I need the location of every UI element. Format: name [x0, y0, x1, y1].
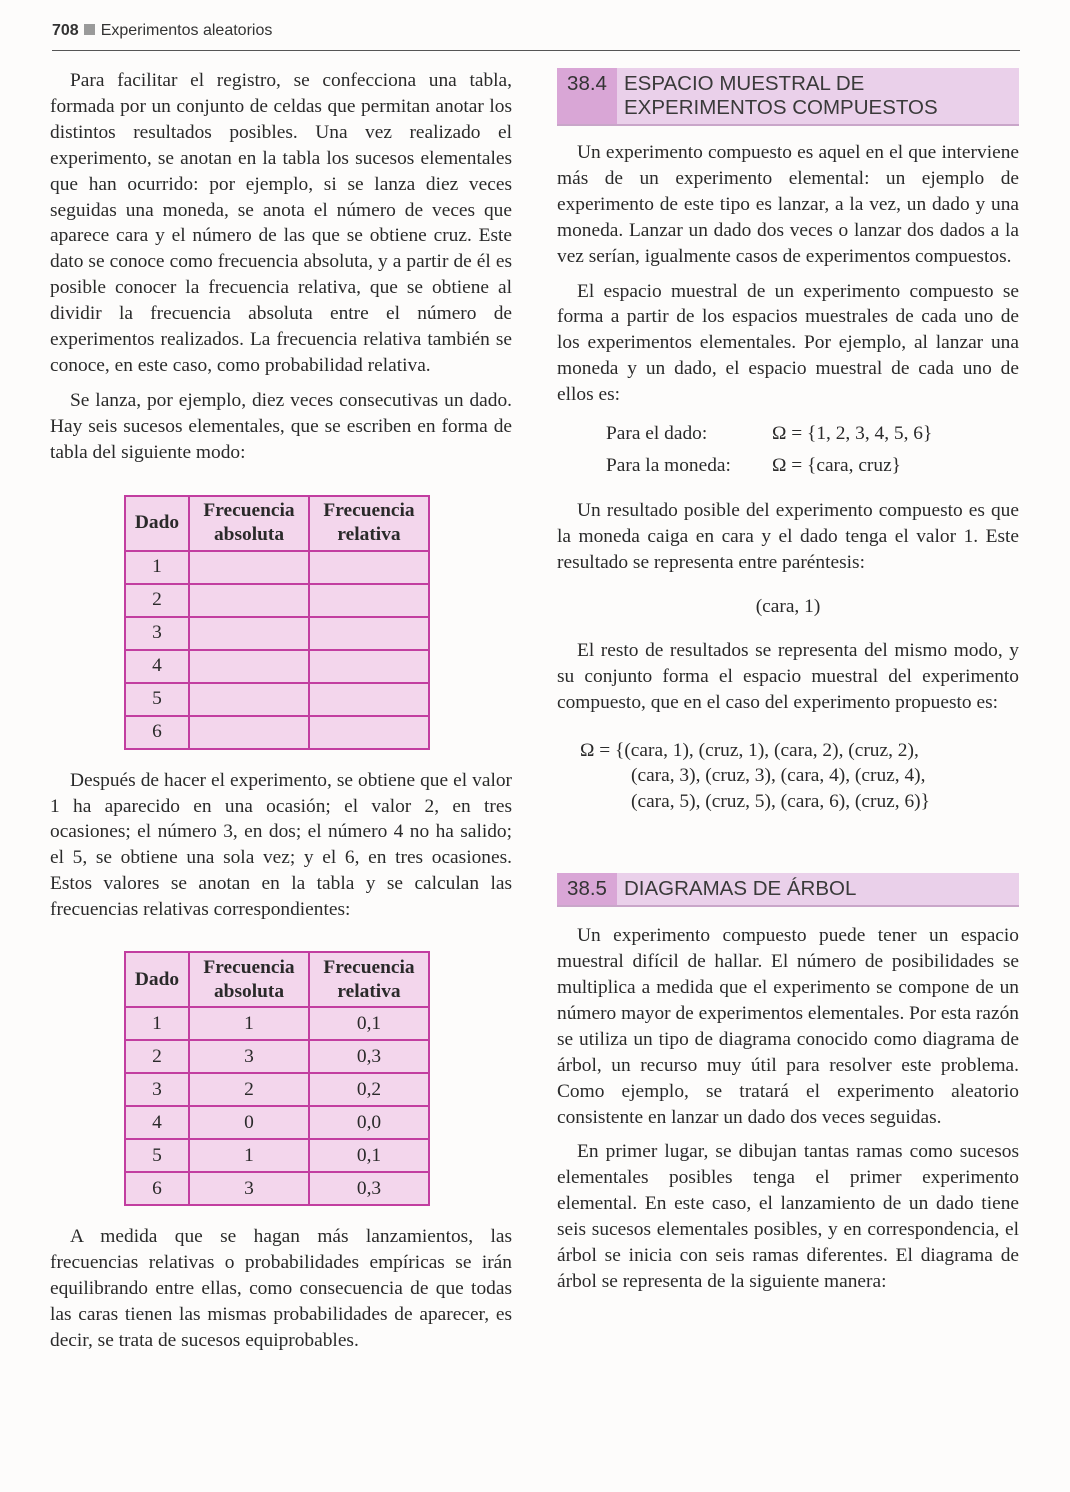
table-cell: [189, 716, 309, 749]
section-number: 38.4: [557, 68, 617, 124]
paragraph: Un experimento compuesto es aquel en el que interviene más de un experimento elemental: un ejemplo de experimento de este tipo es lanzar, a la vez, un dado y una moneda. Lanzar un dado dos veces o lanzar dos dados a la vez serían, igualmente casos de experimentos compuestos.: [557, 142, 1019, 267]
table-row: [125, 551, 429, 584]
table-cell: 1: [125, 1007, 189, 1040]
definition-row: [606, 450, 1019, 482]
section-title: [617, 68, 938, 124]
table-cell: [189, 617, 309, 650]
table-cell: [309, 650, 429, 683]
definition-row: [606, 418, 1019, 450]
table-cell: 1: [189, 1139, 309, 1172]
example-outcome: (cara, 1): [755, 595, 821, 617]
table-row: [125, 683, 429, 716]
formula-line: Ω = {(cara, 1), (cruz, 1), (cara, 2), (cruz, 2),: [580, 739, 919, 761]
table-cell: 6: [125, 1172, 189, 1205]
table-cell: [309, 551, 429, 584]
paragraph: Un resultado posible del experimento compuesto es que la moneda caiga en cara y el dado tenga el valor 1. Este resultado se representa entre paréntesis:: [557, 500, 1019, 573]
running-title: Experimentos aleatorios: [100, 22, 273, 39]
section-number: 38.5: [557, 873, 617, 905]
table-row: [125, 584, 429, 617]
header-square-icon: [84, 24, 95, 35]
paragraph: Para facilitar el registro, se confecciona una tabla, formada por un conjunto de celdas que permitan anotar los distintos resultados posibles. Una vez realizado el experimento, se anotan en la tabla los sucesos elementales que han ocurrido: por ejemplo, si se lanza diez veces seguidas una moneda, se anota el número de veces que aparece cara y el número de las que se obtiene cruz. Este dato se conoce como frecuencia absoluta, y a partir de él es posible conocer la frecuencia relativa, que se obtiene al dividir la frecuencia absoluta entre el número de experimentos realizados. La frecuencia relativa también se conoce, en este caso, como probabilidad relativa.: [50, 70, 512, 376]
definition-label: Para el dado:: [606, 423, 708, 445]
formula-line: (cara, 3), (cruz, 3), (cara, 4), (cruz, 4),: [631, 765, 926, 787]
page-header: [52, 22, 1020, 51]
table-cell: 2: [189, 1073, 309, 1106]
frequency-table-filled: [124, 951, 430, 1206]
definition-value: Ω = {1, 2, 3, 4, 5, 6}: [772, 423, 933, 445]
table-cell: 0,1: [309, 1007, 429, 1040]
table-cell: [189, 551, 309, 584]
table-cell: [189, 584, 309, 617]
table-cell: 0,2: [309, 1073, 429, 1106]
table-row: [125, 1139, 429, 1172]
formula-line: (cara, 5), (cruz, 5), (cara, 6), (cruz, 6)}: [631, 791, 930, 813]
table-row: [125, 716, 429, 749]
table-cell: 2: [125, 584, 189, 617]
table-cell: [189, 650, 309, 683]
paragraph: Después de hacer el experimento, se obtiene que el valor 1 ha aparecido en una ocasión; el valor 2, en tres ocasiones; el número 3, en dos; el número 4 no ha salido; el 5, se obtiene una sola vez; y el 6, en tres ocasiones. Estos valores se anotan en la tabla y se calculan las frecuencias relativas correspondientes:: [50, 769, 512, 921]
table-cell: 2: [125, 1040, 189, 1073]
table-cell: 0,3: [309, 1172, 429, 1205]
paragraph: Se lanza, por ejemplo, diez veces consecutivas un dado. Hay seis sucesos elementales, que se escriben en forma de tabla del siguiente modo:: [50, 389, 512, 463]
table-cell: [309, 716, 429, 749]
col-header-rel: Frecuencia relativa: [309, 952, 429, 1007]
table-row: [125, 650, 429, 683]
table-cell: 3: [189, 1172, 309, 1205]
table-cell: 0,3: [309, 1040, 429, 1073]
left-column: [50, 68, 512, 1354]
table-cell: [189, 683, 309, 716]
section-title-line: ESPACIO MUESTRAL DE: [624, 72, 865, 95]
table-cell: 3: [125, 1073, 189, 1106]
section-heading: [557, 68, 1019, 126]
table-cell: 5: [125, 683, 189, 716]
table-cell: 5: [125, 1139, 189, 1172]
table-cell: 0: [189, 1106, 309, 1139]
table-cell: 0,0: [309, 1106, 429, 1139]
paragraph: El espacio muestral de un experimento compuesto se forma a partir de los espacios muestrales de cada uno de los experimentos elementales. Por ejemplo, al lanzar una moneda y un dado, el espacio muestral de cada uno de ellos es:: [557, 280, 1019, 406]
paragraph: A medida que se hagan más lanzamientos, las frecuencias relativas o probabilidades empíricas se irán equilibrando entre ellas, como consecuencia de que todas las caras tienen las mismas probabilidades de aparecer, es decir, se trata de sucesos equiprobables.: [50, 1226, 512, 1351]
table-cell: 3: [125, 617, 189, 650]
table-cell: [309, 683, 429, 716]
table-row: [125, 617, 429, 650]
table-cell: 1: [125, 551, 189, 584]
section-heading: [557, 873, 1019, 907]
col-header-dado: Dado: [125, 496, 189, 551]
table-cell: 3: [189, 1040, 309, 1073]
table-cell: 0,1: [309, 1139, 429, 1172]
frequency-table-empty: [124, 495, 430, 750]
col-header-rel: Frecuencia relativa: [309, 496, 429, 551]
table-cell: [309, 584, 429, 617]
paragraph: Un experimento compuesto puede tener un espacio muestral difícil de hallar. El número de posibilidades se multiplica a medida que el experimento se compone de un número mayor de experimentos elementales. Por esta razón se utiliza un tipo de diagrama conocido como diagrama de árbol, un recurso muy útil para resolver este problema. Como ejemplo, se tratará el experimento aleatorio consistente en lanzar un dado dos veces seguidas.: [557, 925, 1019, 1128]
col-header-dado: Dado: [125, 952, 189, 1007]
right-column: [557, 68, 1019, 1295]
table-cell: [309, 617, 429, 650]
sample-space-definitions: [606, 418, 1019, 482]
table-cell: 6: [125, 716, 189, 749]
table-row: [125, 1106, 429, 1139]
paragraph: El resto de resultados se representa del mismo modo, y su conjunto forma el espacio muestral del experimento compuesto, que en el caso del experimento propuesto es:: [557, 639, 1019, 713]
col-header-abs: Frecuencia absoluta: [189, 952, 309, 1007]
table-row: [125, 1172, 429, 1205]
table-cell: 1: [189, 1007, 309, 1040]
table-cell: 4: [125, 650, 189, 683]
definition-label: Para la moneda:: [606, 455, 731, 477]
table-row: [125, 1073, 429, 1106]
compound-sample-space: [557, 738, 1019, 816]
definition-value: Ω = {cara, cruz}: [772, 455, 901, 477]
section-title: DIAGRAMAS DE ÁRBOL: [624, 877, 857, 901]
table-row: [125, 1040, 429, 1073]
section-title-line: EXPERIMENTOS COMPUESTOS: [624, 96, 938, 119]
table-cell: 4: [125, 1106, 189, 1139]
paragraph: En primer lugar, se dibujan tantas ramas como sucesos elementales posibles tenga el primer experimento elemental. En este caso, el lanzamiento de un dado tiene seis sucesos elementales posibles, y en correspondencia, el árbol se inicia con seis ramas diferentes. El diagrama de árbol se representa de la siguiente manera:: [557, 1141, 1019, 1292]
table-row: [125, 1007, 429, 1040]
page-number: 708: [52, 22, 79, 39]
col-header-abs: Frecuencia absoluta: [189, 496, 309, 551]
